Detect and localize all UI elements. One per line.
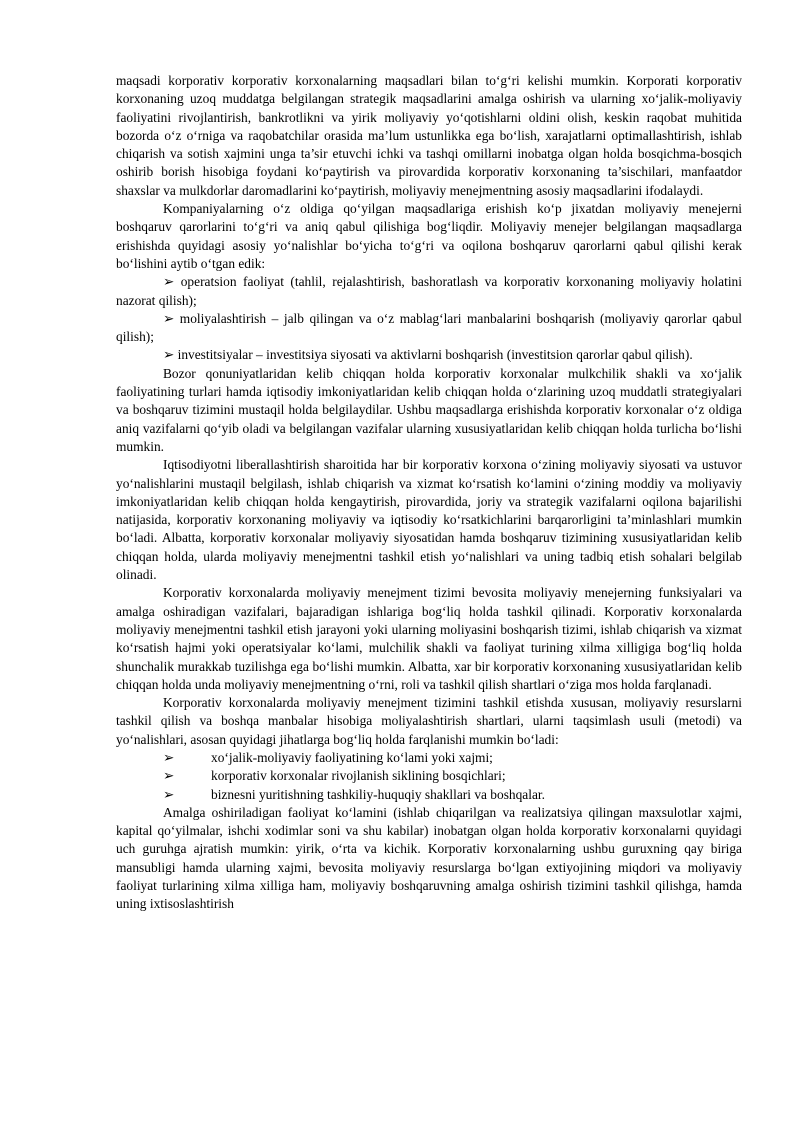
arrow-bullet-icon: ➢ [163,749,175,765]
bullet-item [116,273,742,310]
bullet-text: investitsiyalar – investitsiya siyosati va aktivlarni boshqarish (investitsion qarorlar qabul qilish). [177,347,693,363]
paragraph: maqsadi korporativ korporativ korxonalarning maqsadlari bilan to‘g‘ri kelishi mumkin. Korporati korporativ korxonaning uzoq muddatga belgilangan strategik maqsadlarini amalga oshirish va ularning xo‘jalik-moliyaviy faoliyatini rivojlantirish, bankrotlikni va yirik moliyaviy yo‘qotishlarni oldini olish, keskin raqobat muhitida bozorda o‘z o‘rniga va raqobatchilar orasida ma’lum ustunlikka ega bo‘lish, xarajatlarni optimallashtirish, ishlab chiqarish va sotish xajmini unga ta’sir etuvchi ichki va tashqi omillarni inobatga olgan holda bosqichma-bosqich oshirib borish hisobiga foydani ko‘paytirish va pirovardida korporativ korxonaning ta’sischilari, manfaatdor shaxslar va mulkdorlar daromadlarini ko‘paytirish, moliyaviy menejmentning asosiy maqsadlarini ifodalaydi. [116,73,742,198]
list-item-text: xo‘jalik-moliyaviy faoliyatining ko‘lami yoki xajmi; [211,749,493,765]
list-item-text: korporativ korxonalar rivojlanish siklining bosqichlari; [211,768,506,784]
bullet-text: operatsion faoliyat (tahlil, rejalashtirish, bashoratlash va korporativ korxonaning moliyaviy holatini nazorat qilish); [116,274,742,308]
paragraph: Kompaniyalarning o‘z oldiga qo‘yilgan maqsadlariga erishish ko‘p jixatdan moliyaviy menejerni boshqaruv qarorlarini to‘g‘ri va aniq qabul qilishiga bog‘liqdir. Moliyaviy menejer belgilangan maqsadlarga erishishda quyidagi asosiy yo‘nalishlar bo‘yicha to‘g‘ri va oqilona boshqaruv qarorlarni qabul qilishi kerak bo‘lishini aytib o‘tgan edik: [116,201,742,271]
list-item [116,786,742,804]
arrow-bullet-icon: ➢ [163,768,175,784]
paragraph: Korporativ korxonalarda moliyaviy menejment tizimi bevosita moliyaviy menejerning funksiyalari va amalga oshiradigan vazifalari, bajaradigan ishlariga bog‘liq holda tashkil qilinadi. Korporativ korxonalarda moliyaviy menejmentni tashkil etish jarayoni yoki ularning moliyasini boshqarish tizimi, ishlab chiqarish va xizmat ko‘rsatish hajmi yoki operatsiyalar ko‘lami, mulchilik shakli va faoliyat turining xilma xilligiga bog‘liq holda shunchalik murakkab tuzilishga ega bo‘lishi mumkin. Albatta, xar bir korporativ korxonaning xususiyatlaridan kelib chiqqan holda unda moliyaviy menejmentning o‘rni, roli va tashkil qilish shartlari o‘ziga mos holda farqlanadi. [116,585,742,692]
arrow-bullet-icon: ➢ [163,274,175,290]
document-page [116,72,742,914]
list-item [116,767,742,785]
arrow-bullet-icon: ➢ [163,310,175,326]
bullet-text: moliyalashtirish – jalb qilingan va o‘z mablag‘lari manbalarini boshqarish (moliyaviy qarorlar qabul qilish); [116,310,742,345]
paragraph: Iqtisodiyotni liberallashtirish sharoitida har bir korporativ korxona o‘zining moliyaviy siyosati va ustuvor yo‘nalishlarini mustaqil belgilash, ishlab chiqarish va xizmat ko‘rsatish ko‘lamini o‘zining moddiy va moliyaviy imkoniyatlaridan kelib chiqqan holda kengaytirish, pirovardida, joriy va strategik vazifalarni oqilona bajarilishi natijasida, korporativ korxonaning moliyaviy va iqtisodiy ko‘rsatkichlarini barqarorligini ta’minlashlari mumkin bo‘ladi. Albatta, korporativ korxonalar moliyaviy siyosatidan hamda boshqaruv tizimining xususiyatlaridan kelib chiqqan holda, ularda moliyaviy menejmentni tashkil etish yo‘nalishlari va uning tadbiq etish sohalari belgilab olinadi. [116,457,742,583]
bullet-item [116,346,742,364]
list-item [116,749,742,767]
list-item-text: biznesni yuritishning tashkiliy-huquqiy shakllari va boshqalar. [211,786,545,802]
arrow-bullet-icon: ➢ [163,786,175,802]
paragraph: Korporativ korxonalarda moliyaviy menejment tizimini tashkil etishda xususan, moliyaviy resurslarni tashkil qilish va boshqa manbalar hisobiga moliyalashtirish shartlari, ularni taqsimlash usuli (metodi) va yo‘nalishlari, asosan quyidagi jihatlarga bog‘liq holda farqlanishi mumkin bo‘ladi: [116,695,742,747]
bullet-item [116,310,742,347]
paragraph: Amalga oshiriladigan faoliyat ko‘lamini (ishlab chiqarilgan va realizatsiya qilingan maxsulotlar xajmi, kapital qo‘yilmalar, ishchi xodimlar soni va shu kabilar) inobatgan olgan holda korporativ korxonalarni quyidagi uch guruhga ajratish mumkin: yirik, o‘rta va kichik. Korporativ korxonalarning ushbu guruxning qay biriga mansubligi hamda ularning xajmi, bevosita moliyaviy resurslarga bo‘lgan extiyojining miqdori va moliyaviy faoliyat turlarining xilma xilliga ham, moliyaviy boshqaruvning amalga oshirish tizimini tashkil qilishga, hamda uning ixtisoslashtirish [116,804,742,912]
arrow-bullet-icon: ➢ [163,347,175,363]
paragraph: Bozor qonuniyatlaridan kelib chiqqan holda korporativ korxonalar mulkchilik shakli va xo‘jalik faoliyatining turlari hamda iqtisodiy imkoniyatlaridan kelib chiqqan holda o‘zlarining uzoq muddatli strategiyalari va boshqaruv tizimini mustaqil holda belgilaydilar. Ushbu maqsadlarga erishishda korporativ korxonalar o‘z oldiga aniq vazifalarni qo‘yib oladi va belgilangan vazifalar ularning xususiyatlaridan kelib chiqqan holda turlicha bo‘lishi mumkin. [116,365,742,454]
